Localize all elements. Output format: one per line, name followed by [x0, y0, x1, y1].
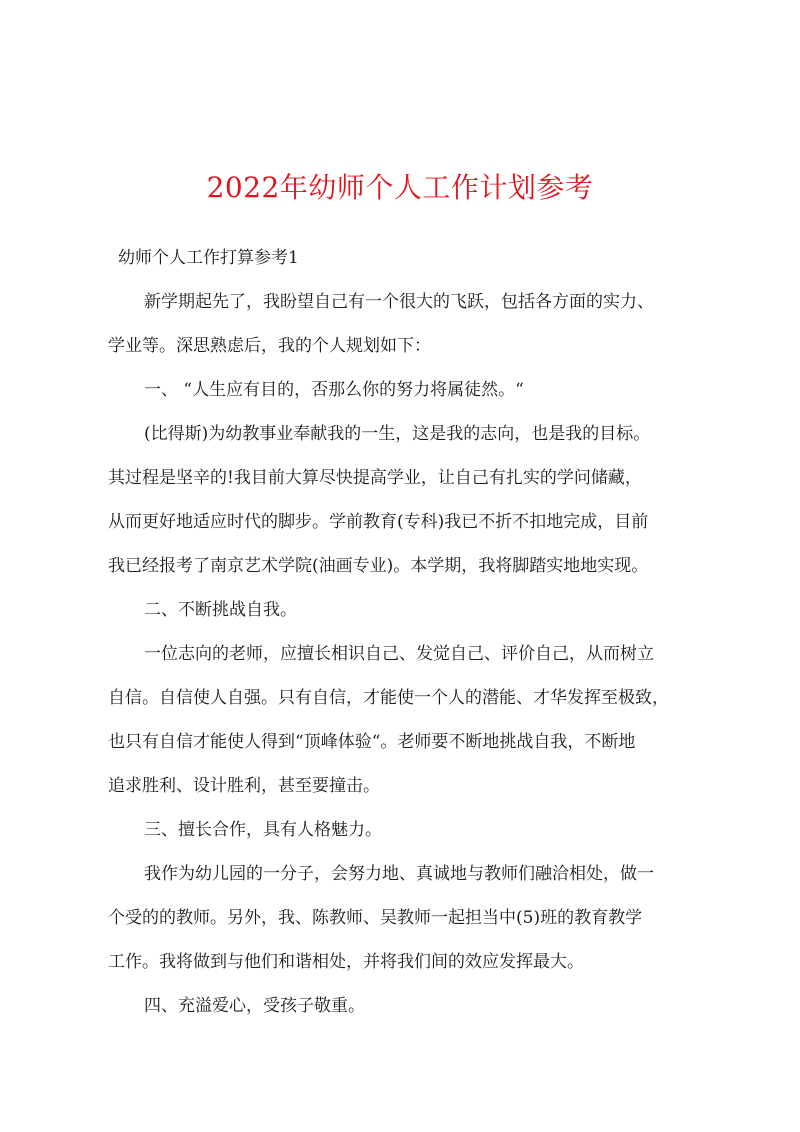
paragraph-line-5: 从而更好地适应时代的脚步。学前教育(专科)我已不折不扣地完成，目前	[108, 512, 649, 532]
paragraph-line-2: 学业等。深思熟虑后，我的个人规划如下：	[108, 336, 431, 356]
paragraph-line-3: (比得斯)为幼教事业奉献我的一生，这是我的志向，也是我的目标。	[144, 424, 651, 444]
paragraph-line-9: 也只有自信才能使人得到“顶峰体验“。老师要不断地挑战自我，不断地	[108, 732, 636, 752]
point-one-heading: 一、 “人生应有目的，否那么你的努力将属徒然。“	[144, 380, 524, 400]
point-three-heading: 三、擅长合作，具有人格魅力。	[144, 820, 382, 840]
paragraph-line-13: 工作。我将做到与他们和谐相处，并将我们间的效应发挥最大。	[108, 952, 584, 972]
paragraph-line-12: 个受的的教师。另外，我、陈教师、吴教师一起担当中(5)班的教育教学	[108, 908, 643, 928]
paragraph-line-6: 我已经报考了南京艺术学院(油画专业)。本学期，我将脚踏实地地实现。	[108, 556, 649, 576]
point-two-heading: 二、不断挑战自我。	[144, 600, 297, 620]
point-four-heading: 四、充溢爱心，受孩子敬重。	[144, 996, 365, 1016]
paragraph-line-10: 追求胜利、设计胜利，甚至要撞击。	[108, 776, 380, 796]
section-heading-plan-1: 幼师个人工作打算参考1	[118, 248, 299, 268]
paragraph-line-11: 我作为幼儿园的一分子，会努力地、真诚地与教师们融洽相处，做一	[144, 864, 654, 884]
paragraph-line-8: 自信。自信使人自强。只有自信，才能使一个人的潜能、才华发挥至极致，	[108, 688, 669, 708]
document-title: 2022年幼师个人工作计划参考	[206, 171, 594, 204]
paragraph-line-1: 新学期起先了，我盼望自己有一个很大的飞跃，包括各方面的实力、	[144, 292, 654, 312]
paragraph-line-4: 其过程是坚辛的!我目前大算尽快提高学业，让自己有扎实的学问储藏，	[108, 468, 642, 488]
paragraph-line-7: 一位志向的老师，应擅长相识自己、发觉自己、评价自己，从而树立	[144, 644, 654, 664]
